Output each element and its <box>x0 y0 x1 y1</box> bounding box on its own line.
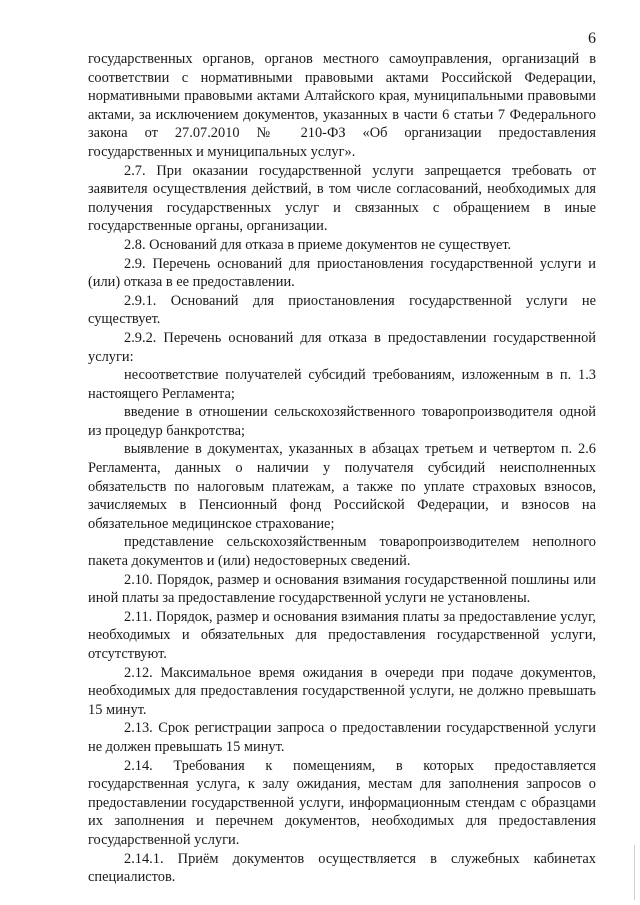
paragraph-2-11: 2.11. Порядок, размер и основания взимания платы за предоставление услуг, необходимых и обязательных для предоставления государственной услуги, отсутствуют. <box>88 608 596 662</box>
paragraph-2-14: 2.14. Требования к помещениям, в которых предоставляется государственная услуга, к залу ожидания, местам для заполнения запросов о предоставлении государственной услуги, информационным стендам с образцами их заполнения и перечнем документов, необходимых для предоставления государственной услуги. <box>88 757 596 848</box>
page-number: 6 <box>588 30 596 47</box>
paragraph-2-13: 2.13. Срок регистрации запроса о предоставлении государственной услуги не должен превышать 15 минут. <box>88 720 596 755</box>
paragraph-2-7: 2.7. При оказании государственной услуги запрещается требовать от заявителя осуществления действий, в том числе согласований, необходимых для получения государственных услуг и связанных с обращением в иные государственные органы, организации. <box>88 162 596 235</box>
paragraph-2-10: 2.10. Порядок, размер и основания взимания государственной пошлины или иной платы за предоставление государственной услуги не установлены. <box>88 571 596 607</box>
document-body <box>88 50 596 887</box>
paragraph-2-9-2: 2.9.2. Перечень оснований для отказа в предоставлении государственной услуги: <box>88 329 596 365</box>
list-item-refusal-4: представление сельскохозяйственным товаропроизводителем неполного пакета документов и (или) недостоверных сведений. <box>88 534 596 570</box>
list-item-refusal-2: введение в отношении сельскохозяйственного товаропроизводителя одной из процедур банкротства; <box>88 404 596 439</box>
paragraph-2-9: 2.9. Перечень оснований для приостановления государственной услуги и (или) отказа в ее предоставлении. <box>88 255 596 291</box>
paragraph-2-8: 2.8. Оснований для отказа в приеме документов не существует. <box>124 236 512 253</box>
paragraph-2-12: 2.12. Максимальное время ожидания в очереди при подаче документов, необходимых для предоставления государственной услуги, не должно превышать 15 минут. <box>88 664 596 718</box>
paragraph-continuation: государственных органов, органов местного самоуправления, организаций в соответствии с нормативными правовыми актами Российской Федерации, нормативными правовыми актами Алтайского края, муниципальными правовыми актами, за исключением документов, указанных в части 6 статьи 7 Федерального закона от 27.07.2010 № 210-ФЗ «Об организации предоставления государственных и муниципальных услуг». <box>88 51 596 160</box>
paragraph-2-9-1: 2.9.1. Оснований для приостановления государственной услуги не существует. <box>88 292 596 328</box>
list-item-refusal-3: выявление в документах, указанных в абзацах третьем и четвертом п. 2.6 Регламента, данных о наличии у получателя субсидий неисполненных обязательств по налоговым платежам, а также по уплате страховых взносов, зачисляемых в Пенсионный фонд Российской Федерации, и взносов на обязательное медицинское страхование; <box>88 441 596 532</box>
list-item-refusal-1: несоответствие получателей субсидий требованиям, изложенным в п. 1.3 настоящего Регламента; <box>88 367 596 402</box>
paragraph-2-14-1: 2.14.1. Приём документов осуществляется в служебных кабинетах специалистов. <box>88 850 596 886</box>
scan-edge-mark <box>634 845 635 900</box>
